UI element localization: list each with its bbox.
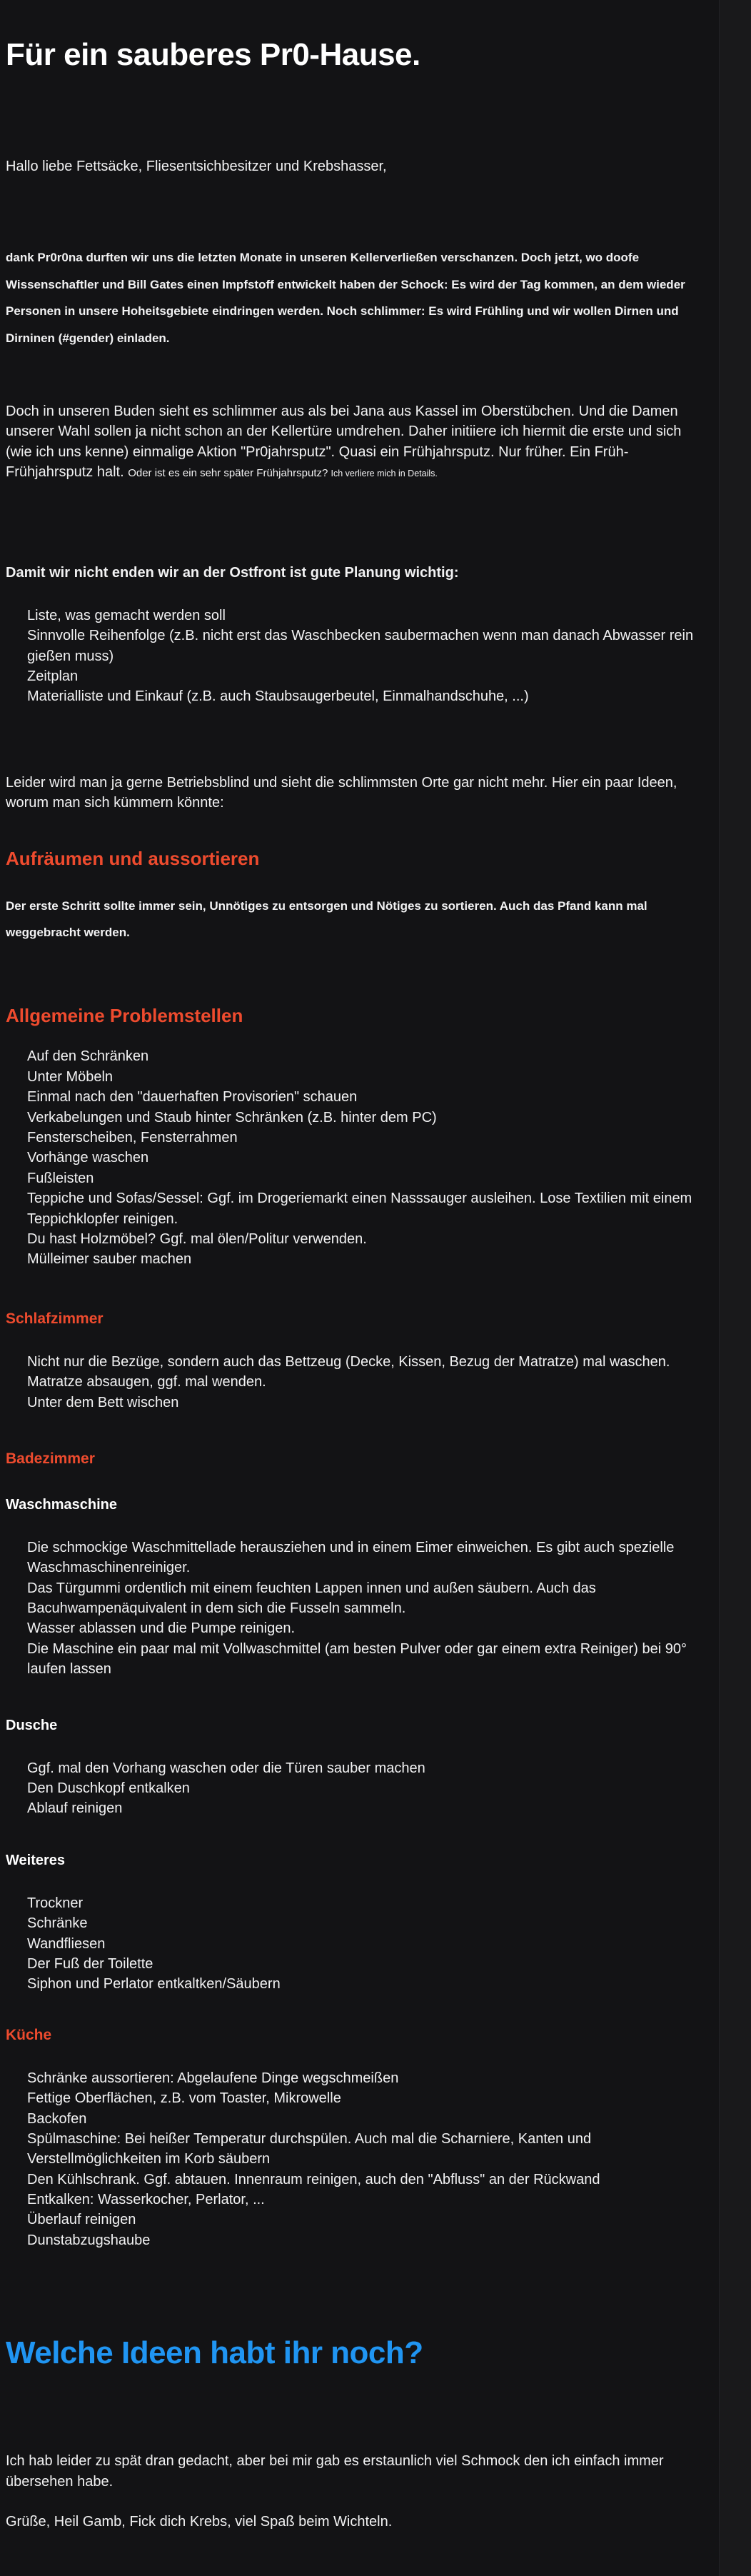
list-item: Spülmaschine: Bei heißer Temperatur durchspülen. Auch mal die Scharniere, Kanten und Verstellmöglichkeiten im Korb säubern — [27, 2130, 592, 2167]
list-item: Fettige Oberflächen, z.B. vom Toaster, Mikrowelle — [27, 2090, 341, 2107]
list-item: Trockner — [27, 1895, 84, 1911]
aufraeumen-bold-paragraph: Der erste Schritt sollte immer sein, Unnötiges zu entsorgen und Nötiges zu sortieren. Auch das Pfand kann mal weggebracht werden. — [6, 898, 647, 940]
list-item: Zeitplan — [27, 668, 79, 685]
greeting-line: Hallo liebe Fettsäcke, Fliesentsichbesitzer und Krebshasser, — [6, 159, 387, 174]
planning-list — [6, 606, 710, 707]
schlafzimmer-list — [6, 1352, 710, 1413]
planning-heading: Damit wir nicht enden wir an der Ostfront ist gute Planung wichtig: — [6, 564, 459, 581]
aktion-tiny-note: Ich verliere mich in Details. — [331, 468, 438, 479]
section-heading-badezimmer: Badezimmer — [6, 1450, 95, 1467]
list-item: Mülleimer sauber machen — [27, 1251, 192, 1268]
section-heading-schlafzimmer: Schlafzimmer — [6, 1310, 104, 1327]
weiteres-list — [6, 1893, 710, 1995]
list-item: Materialliste und Einkauf (z.B. auch Staubsaugerbeutel, Einmalhandschuhe, ...) — [27, 688, 529, 705]
intro-bold-paragraph: dank Pr0r0na durften wir uns die letzten Monate in unseren Kellerverließen verschanzen. Doch jetzt, wo doofe Wissenschaftler und Bill Gates einen Impfstoff entwickelt haben der Schock: Es wird der Tag kommen, an dem wieder Personen in unsere Hoheitsgebiete eindringen werden. Noch schlimmer: Es wird Frühling und wir wollen Dirnen und Dirninen (#gender) einladen. — [6, 251, 685, 345]
list-item: Schränke aussortieren: Abgelaufene Dinge wegschmeißen — [27, 2070, 399, 2086]
page-title: Für ein sauberes Pr0-Hause. — [6, 37, 420, 72]
subsection-heading-weiteres: Weiteres — [6, 1852, 66, 1868]
list-item: Das Türgummi ordentlich mit einem feuchten Lappen innen und außen säubern. Auch das Bacuhwampenäquivalent in dem sich die Fusseln sammeln. — [27, 1580, 596, 1617]
page-right-gutter — [719, 0, 751, 2576]
ideas-intro-paragraph: Leider wird man ja gerne Betriebsblind und sieht die schlimmsten Orte gar nicht mehr. Hier ein paar Ideen, worum man sich kümmern könnte: — [6, 774, 677, 811]
list-item: Backofen — [27, 2110, 87, 2127]
list-item: Überlauf reinigen — [27, 2212, 136, 2228]
dusche-list — [6, 1758, 710, 1819]
list-item: Einmal nach den "dauerhaften Provisorien" schauen — [27, 1089, 358, 1106]
section-heading-kueche: Küche — [6, 2026, 52, 2043]
late-note-paragraph: Ich hab leider zu spät dran gedacht, aber bei mir gab es erstaunlich viel Schmock den ich einfach immer übersehen habe. — [6, 2453, 664, 2490]
list-item: Du hast Holzmöbel? Ggf. mal ölen/Politur verwenden. — [27, 1231, 367, 1247]
subsection-heading-dusche: Dusche — [6, 1717, 58, 1733]
aktion-paragraph-text: Doch in unseren Buden sieht es schlimmer aus als bei Jana aus Kassel im Oberstübchen. Und die Damen unserer Wahl sollen ja nicht schon an der Kellertüre umdrehen. Daher initiiere ich hiermit die erste und sich (wie ich uns kenne) einmalige Aktion "Pr0jahrsputz". Quasi ein Frühjahrsputz. Nur früher. Ein Früh-Frühjahrsputz halt. — [6, 403, 682, 481]
list-item: Wasser ablassen und die Pumpe reinigen. — [27, 1620, 296, 1637]
closing-line: Grüße, Heil Gamb, Fick dich Krebs, viel Spaß beim Wichteln. — [6, 2514, 393, 2530]
list-item: Fensterscheiben, Fensterrahmen — [27, 1129, 238, 1146]
list-item: Sinnvolle Reihenfolge (z.B. nicht erst das Waschbecken saubermachen wenn man danach Abwasser rein gießen muss) — [27, 628, 694, 664]
aktion-small-note: Oder ist es ein sehr später Frühjahrsputz? — [128, 467, 331, 480]
waschmaschine-list — [6, 1538, 710, 1680]
list-item: Den Kühlschrank. Ggf. abtauen. Innenraum reinigen, auch den "Abfluss" an der Rückwand — [27, 2171, 600, 2187]
kueche-list — [6, 2068, 710, 2251]
list-item: Der Fuß der Toilette — [27, 1955, 153, 1972]
list-item: Vorhänge waschen — [27, 1150, 149, 1166]
section-heading-aufraeumen: Aufräumen und aussortieren — [6, 847, 260, 869]
list-item: Den Duschkopf entkalken — [27, 1780, 190, 1797]
list-item: Dunstabzugshaube — [27, 2232, 151, 2248]
list-item: Matratze absaugen, ggf. mal wenden. — [27, 1374, 266, 1390]
list-item: Verkabelungen und Staub hinter Schränken (z.B. hinter dem PC) — [27, 1109, 437, 1126]
list-item: Unter Möbeln — [27, 1068, 114, 1085]
list-item: Nicht nur die Bezüge, sondern auch das Bettzeug (Decke, Kissen, Bezug der Matratze) mal waschen. — [27, 1353, 670, 1370]
list-item: Teppiche und Sofas/Sessel: Ggf. im Drogeriemarkt einen Nasssauger ausleihen. Lose Textilien mit einem Teppichklopfer reinigen. — [27, 1191, 692, 1227]
list-item: Liste, was gemacht werden soll — [27, 607, 226, 623]
allgemein-list — [6, 1046, 710, 1269]
list-item: Auf den Schränken — [27, 1048, 149, 1065]
aktion-paragraph — [6, 401, 710, 483]
list-item: Schränke — [27, 1915, 88, 1932]
list-item: Ggf. mal den Vorhang waschen oder die Türen sauber machen — [27, 1760, 425, 1776]
ideas-question-heading: Welche Ideen habt ihr noch? — [6, 2335, 423, 2371]
list-item: Wandfliesen — [27, 1935, 106, 1952]
list-item: Siphon und Perlator entkaltken/Säubern — [27, 1976, 281, 1993]
list-item: Unter dem Bett wischen — [27, 1394, 179, 1410]
list-item: Ablauf reinigen — [27, 1800, 123, 1817]
section-heading-allgemein: Allgemeine Problemstellen — [6, 1005, 243, 1027]
list-item: Fußleisten — [27, 1170, 94, 1186]
list-item: Die schmockige Waschmittellade herausziehen und in einem Eimer einweichen. Es gibt auch spezielle Waschmaschinenreiniger. — [27, 1539, 675, 1576]
subsection-heading-waschmaschine: Waschmaschine — [6, 1496, 117, 1513]
list-item: Entkalken: Wasserkocher, Perlator, ... — [27, 2192, 265, 2208]
list-item: Die Maschine ein paar mal mit Vollwaschmittel (am besten Pulver oder gar einem extra Reiniger) bei 90° laufen lassen — [27, 1640, 687, 1678]
